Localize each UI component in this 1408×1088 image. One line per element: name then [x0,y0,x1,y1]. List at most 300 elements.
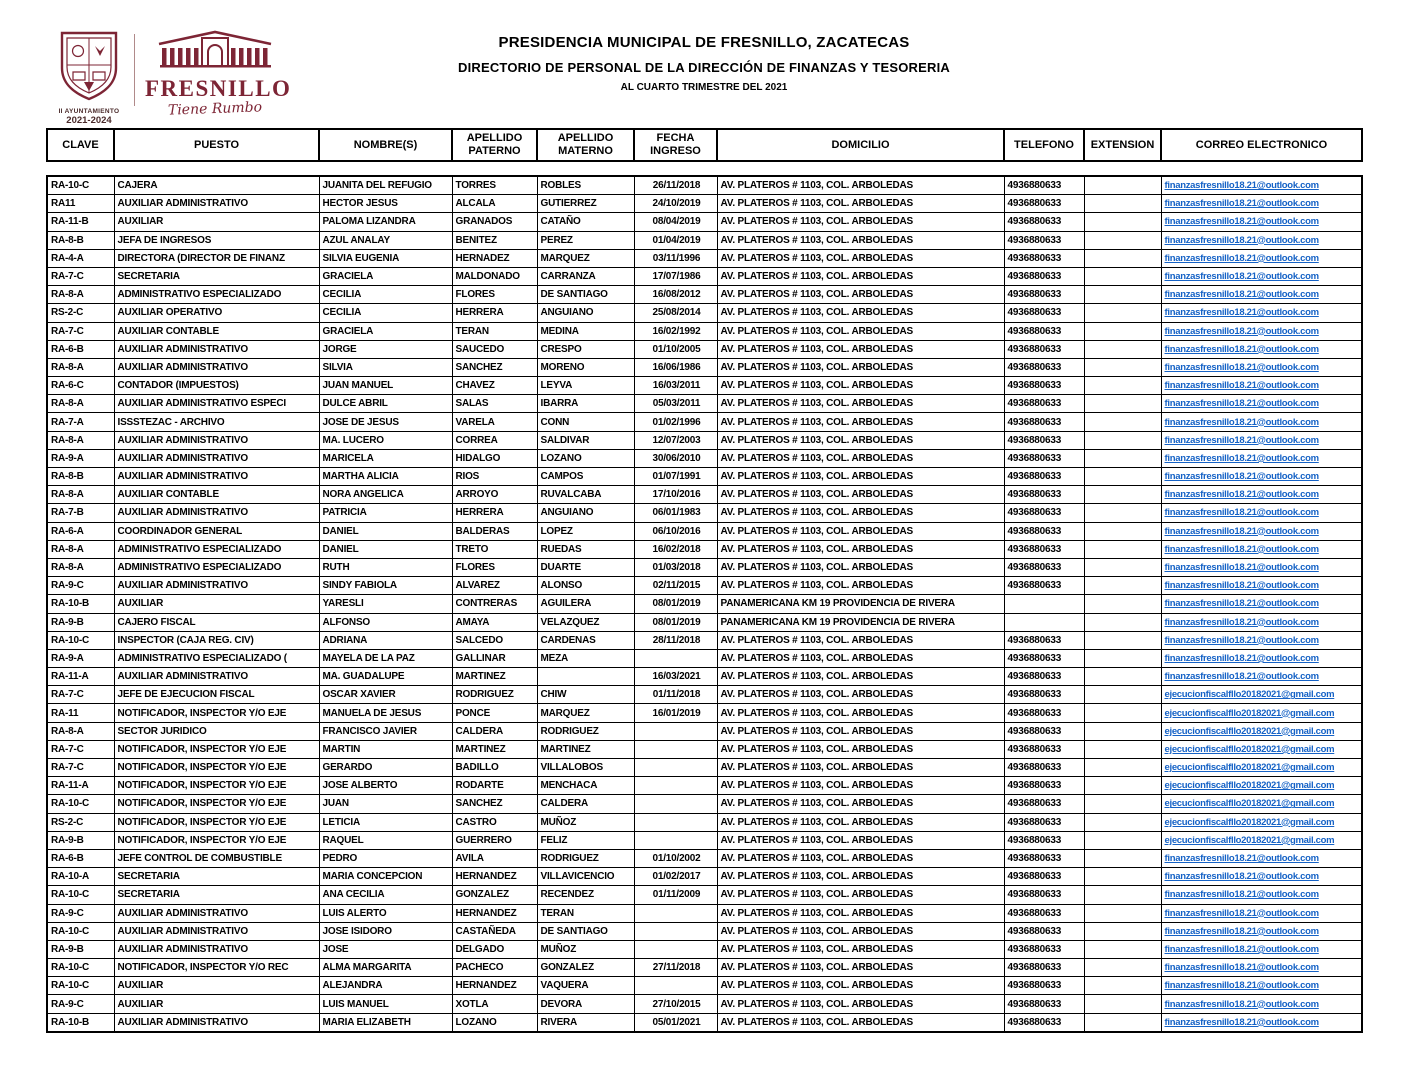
cell-fecha: 16/01/2019 [634,704,717,722]
cell-materno: CONN [537,413,634,431]
cell-materno: MENCHACA [537,777,634,795]
cell-paterno: PONCE [452,704,537,722]
cell-nombre: NORA ANGELICA [319,486,452,504]
table-row [47,595,1362,613]
table-row [47,249,1362,267]
cell-extension [1084,886,1161,904]
cell-puesto: AUXILIAR OPERATIVO [114,304,319,322]
column-header: APELLIDO PATERNO [452,129,537,161]
cell-clave: RA-9-B [47,940,114,958]
cell-fecha: 01/02/1996 [634,413,717,431]
email-link[interactable]: finanzasfresnillo18.21@outlook.com [1164,980,1319,992]
page-period: AL CUARTO TRIMESTRE DEL 2021 [620,82,788,93]
cell-clave: RA-8-A [47,558,114,576]
cell-fecha: 01/02/2017 [634,868,717,886]
cell-domicilio: AV. PLATEROS # 1103, COL. ARBOLEDAS [717,213,1004,231]
cell-puesto: JEFE DE EJECUCION FISCAL [114,686,319,704]
cell-nombre: RAQUEL [319,831,452,849]
email-link[interactable]: finanzasfresnillo18.21@outlook.com [1164,180,1319,192]
cell-materno: DEVORA [537,995,634,1013]
cell-materno: MARQUEZ [537,704,634,722]
cell-domicilio: AV. PLATEROS # 1103, COL. ARBOLEDAS [717,558,1004,576]
email-link[interactable]: finanzasfresnillo18.21@outlook.com [1164,271,1319,283]
cell-paterno: LOZANO [452,1013,537,1032]
cell-domicilio: AV. PLATEROS # 1103, COL. ARBOLEDAS [717,340,1004,358]
email-link[interactable]: finanzasfresnillo18.21@outlook.com [1164,452,1319,464]
email-link[interactable]: finanzasfresnillo18.21@outlook.com [1164,634,1319,646]
table-row [47,195,1362,213]
cell-nombre: SINDY FABIOLA [319,577,452,595]
cell-paterno: HERRERA [452,304,537,322]
cell-materno: RODRIGUEZ [537,722,634,740]
cell-extension [1084,868,1161,886]
table-row [47,413,1362,431]
cell-nombre: MA. LUCERO [319,431,452,449]
cell-fecha [634,777,717,795]
email-link[interactable]: finanzasfresnillo18.21@outlook.com [1164,361,1319,373]
cell-correo [1161,522,1362,540]
email-link[interactable]: finanzasfresnillo18.21@outlook.com [1164,943,1319,955]
table-row [47,977,1362,995]
email-link[interactable]: finanzasfresnillo18.21@outlook.com [1164,853,1319,865]
table-row [47,722,1362,740]
cell-nombre: CECILIA [319,304,452,322]
cell-fecha: 01/04/2019 [634,231,717,249]
cell-paterno: HERNANDEZ [452,977,537,995]
cell-correo [1161,504,1362,522]
table-row [47,176,1362,195]
cell-paterno: TERAN [452,322,537,340]
cell-paterno: GRANADOS [452,213,537,231]
email-link[interactable]: finanzasfresnillo18.21@outlook.com [1164,471,1319,483]
cell-correo [1161,358,1362,376]
cell-telefono: 4936880633 [1004,577,1084,595]
cell-extension [1084,558,1161,576]
cell-clave: RA-10-C [47,176,114,195]
cell-puesto: DIRECTORA (DIRECTOR DE FINANZ [114,249,319,267]
cell-extension [1084,231,1161,249]
table-row [47,340,1362,358]
cell-domicilio: AV. PLATEROS # 1103, COL. ARBOLEDAS [717,286,1004,304]
cell-extension [1084,286,1161,304]
cell-nombre: JOSE [319,940,452,958]
cell-paterno: GALLINAR [452,649,537,667]
email-link[interactable]: finanzasfresnillo18.21@outlook.com [1164,234,1319,246]
email-link[interactable]: finanzasfresnillo18.21@outlook.com [1164,380,1319,392]
cell-domicilio: AV. PLATEROS # 1103, COL. ARBOLEDAS [717,377,1004,395]
cell-puesto: NOTIFICADOR, INSPECTOR Y/O EJE [114,759,319,777]
cell-nombre: CECILIA [319,286,452,304]
cell-domicilio: AV. PLATEROS # 1103, COL. ARBOLEDAS [717,922,1004,940]
email-link[interactable]: finanzasfresnillo18.21@outlook.com [1164,598,1319,610]
cell-puesto: NOTIFICADOR, INSPECTOR Y/O EJE [114,813,319,831]
directory-table [46,128,1361,1033]
cell-nombre: MARTHA ALICIA [319,468,452,486]
cell-telefono: 4936880633 [1004,959,1084,977]
cell-clave: RA-8-A [47,540,114,558]
cell-puesto: AUXILIAR ADMINISTRATIVO [114,340,319,358]
cell-puesto: AUXILIAR ADMINISTRATIVO [114,940,319,958]
cell-puesto: SECRETARIA [114,886,319,904]
cell-nombre: MA. GUADALUPE [319,668,452,686]
cell-extension [1084,740,1161,758]
cell-materno: ANGUIANO [537,504,634,522]
cell-domicilio: AV. PLATEROS # 1103, COL. ARBOLEDAS [717,631,1004,649]
cell-domicilio: AV. PLATEROS # 1103, COL. ARBOLEDAS [717,722,1004,740]
cell-telefono: 4936880633 [1004,213,1084,231]
cell-paterno: PACHECO [452,959,537,977]
cell-paterno: ALVAREZ [452,577,537,595]
cell-domicilio: AV. PLATEROS # 1103, COL. ARBOLEDAS [717,358,1004,376]
cell-fecha: 05/01/2021 [634,1013,717,1032]
cell-telefono: 4936880633 [1004,358,1084,376]
cell-puesto: AUXILIAR ADMINISTRATIVO [114,904,319,922]
cell-clave: RA-9-B [47,831,114,849]
cell-nombre: ADRIANA [319,631,452,649]
cell-fecha: 08/01/2019 [634,595,717,613]
cell-materno: CRESPO [537,340,634,358]
table-row [47,504,1362,522]
cell-paterno: GONZALEZ [452,886,537,904]
cell-clave: RA-9-C [47,577,114,595]
cell-paterno: MARTINEZ [452,740,537,758]
cell-nombre: MAYELA DE LA PAZ [319,649,452,667]
email-link[interactable]: ejecucionfiscalfllo20182021@gmail.com [1164,725,1335,737]
email-link[interactable]: finanzasfresnillo18.21@outlook.com [1164,307,1319,319]
page-subtitle: DIRECTORIO DE PERSONAL DE LA DIRECCIÓN DE FINANZAS Y TESORERIA [457,60,950,75]
document-titles [0,34,1408,93]
cell-correo [1161,322,1362,340]
cell-telefono: 4936880633 [1004,322,1084,340]
cell-puesto: AUXILIAR ADMINISTRATIVO [114,431,319,449]
cell-clave: RA-9-C [47,995,114,1013]
cell-extension [1084,595,1161,613]
cell-puesto: AUXILIAR ADMINISTRATIVO [114,504,319,522]
email-link[interactable]: finanzasfresnillo18.21@outlook.com [1164,871,1319,883]
table-row [47,449,1362,467]
email-link[interactable]: finanzasfresnillo18.21@outlook.com [1164,616,1319,628]
cell-paterno: DELGADO [452,940,537,958]
cell-clave: RA-10-B [47,595,114,613]
table-row [47,322,1362,340]
table-row [47,431,1362,449]
cell-extension [1084,759,1161,777]
cell-nombre: GERARDO [319,759,452,777]
cell-fecha: 01/11/2009 [634,886,717,904]
cell-paterno: CHAVEZ [452,377,537,395]
cell-domicilio: AV. PLATEROS # 1103, COL. ARBOLEDAS [717,959,1004,977]
cell-paterno: ARROYO [452,486,537,504]
email-link[interactable]: finanzasfresnillo18.21@outlook.com [1164,525,1319,537]
cell-puesto: AUXILIAR ADMINISTRATIVO ESPECI [114,395,319,413]
email-link[interactable]: ejecucionfiscalfllo20182021@gmail.com [1164,798,1335,810]
table-row [47,577,1362,595]
cell-fecha: 28/11/2018 [634,631,717,649]
cell-correo [1161,340,1362,358]
cell-extension [1084,668,1161,686]
cell-nombre: LETICIA [319,813,452,831]
cell-puesto: AUXILIAR ADMINISTRATIVO [114,195,319,213]
cell-correo [1161,431,1362,449]
cell-telefono: 4936880633 [1004,522,1084,540]
cell-fecha: 27/10/2015 [634,995,717,1013]
cell-clave: RA-11-B [47,213,114,231]
table-body [46,175,1363,1033]
cell-extension [1084,977,1161,995]
cell-correo [1161,231,1362,249]
cell-materno: CARDENAS [537,631,634,649]
cell-paterno: MALDONADO [452,267,537,285]
cell-nombre: DULCE ABRIL [319,395,452,413]
cell-telefono: 4936880633 [1004,486,1084,504]
cell-clave: RA-10-C [47,977,114,995]
column-header: TELEFONO [1004,129,1084,161]
table-row [47,777,1362,795]
cell-clave: RA-8-A [47,286,114,304]
cell-clave: RA-7-C [47,322,114,340]
cell-extension [1084,249,1161,267]
column-header: PUESTO [114,129,319,161]
cell-correo [1161,668,1362,686]
cell-paterno: SALCEDO [452,631,537,649]
cell-correo [1161,449,1362,467]
email-link[interactable]: finanzasfresnillo18.21@outlook.com [1164,489,1319,501]
cell-extension [1084,431,1161,449]
cell-correo [1161,267,1362,285]
cell-telefono: 4936880633 [1004,249,1084,267]
cell-clave: RA-11-A [47,668,114,686]
cell-clave: RA11 [47,195,114,213]
cell-paterno: TRETO [452,540,537,558]
cell-domicilio: AV. PLATEROS # 1103, COL. ARBOLEDAS [717,395,1004,413]
cell-domicilio: AV. PLATEROS # 1103, COL. ARBOLEDAS [717,686,1004,704]
cell-puesto: NOTIFICADOR, INSPECTOR Y/O EJE [114,795,319,813]
brand-name: FRESNILLO [145,76,292,101]
cell-domicilio: AV. PLATEROS # 1103, COL. ARBOLEDAS [717,540,1004,558]
cell-extension [1084,631,1161,649]
cell-extension [1084,195,1161,213]
cell-telefono: 4936880633 [1004,267,1084,285]
email-link[interactable]: finanzasfresnillo18.21@outlook.com [1164,1016,1319,1028]
email-link[interactable]: finanzasfresnillo18.21@outlook.com [1164,889,1319,901]
cell-fecha: 16/03/2021 [634,668,717,686]
cell-nombre: MARICELA [319,449,452,467]
email-link[interactable]: ejecucionfiscalfllo20182021@gmail.com [1164,780,1335,792]
cell-puesto: AUXILIAR ADMINISTRATIVO [114,449,319,467]
table-row [47,704,1362,722]
email-link[interactable]: ejecucionfiscalfllo20182021@gmail.com [1164,689,1335,701]
email-link[interactable]: finanzasfresnillo18.21@outlook.com [1164,652,1319,664]
cell-domicilio: AV. PLATEROS # 1103, COL. ARBOLEDAS [717,431,1004,449]
email-link[interactable]: finanzasfresnillo18.21@outlook.com [1164,998,1319,1010]
cell-extension [1084,849,1161,867]
cell-clave: RA-6-B [47,340,114,358]
email-link[interactable]: finanzasfresnillo18.21@outlook.com [1164,198,1319,210]
cell-domicilio: AV. PLATEROS # 1103, COL. ARBOLEDAS [717,468,1004,486]
cell-clave: RA-10-C [47,631,114,649]
cell-extension [1084,522,1161,540]
cell-clave: RA-7-C [47,686,114,704]
cell-telefono: 4936880633 [1004,849,1084,867]
cell-extension [1084,813,1161,831]
cell-correo [1161,613,1362,631]
cell-paterno: BALDERAS [452,522,537,540]
cell-correo [1161,959,1362,977]
email-link[interactable]: finanzasfresnillo18.21@outlook.com [1164,398,1319,410]
ayuntamiento-years: 2021-2024 [66,115,112,126]
cell-telefono: 4936880633 [1004,304,1084,322]
table-row [47,813,1362,831]
cell-materno: RUEDAS [537,540,634,558]
cell-domicilio: AV. PLATEROS # 1103, COL. ARBOLEDAS [717,486,1004,504]
email-link[interactable]: finanzasfresnillo18.21@outlook.com [1164,343,1319,355]
email-link[interactable]: ejecucionfiscalfllo20182021@gmail.com [1164,707,1335,719]
cell-clave: RA-4-A [47,249,114,267]
cell-telefono: 4936880633 [1004,1013,1084,1032]
cell-materno: ALONSO [537,577,634,595]
cell-clave: RA-6-C [47,377,114,395]
cell-clave: RS-2-C [47,304,114,322]
table-header [46,128,1363,162]
cell-materno: MARQUEZ [537,249,634,267]
cell-paterno: FLORES [452,286,537,304]
table-row [47,540,1362,558]
cell-puesto: AUXILIAR [114,977,319,995]
cell-correo [1161,395,1362,413]
column-header: FECHA INGRESO [634,129,717,161]
cell-nombre: PEDRO [319,849,452,867]
cell-materno: MORENO [537,358,634,376]
cell-correo [1161,249,1362,267]
cell-telefono: 4936880633 [1004,995,1084,1013]
column-header: DOMICILIO [717,129,1004,161]
cell-clave: RA-10-C [47,922,114,940]
cell-correo [1161,540,1362,558]
cell-extension [1084,322,1161,340]
cell-nombre: ANA CECILIA [319,886,452,904]
email-link[interactable]: finanzasfresnillo18.21@outlook.com [1164,289,1319,301]
cell-materno [537,668,634,686]
cell-clave: RA-8-A [47,722,114,740]
table-row [47,395,1362,413]
cell-paterno: AVILA [452,849,537,867]
cell-paterno: CALDERA [452,722,537,740]
email-link[interactable]: finanzasfresnillo18.21@outlook.com [1164,907,1319,919]
cell-telefono: 4936880633 [1004,413,1084,431]
cell-extension [1084,959,1161,977]
cell-extension [1084,577,1161,595]
email-link[interactable]: finanzasfresnillo18.21@outlook.com [1164,216,1319,228]
cell-extension [1084,449,1161,467]
email-link[interactable]: finanzasfresnillo18.21@outlook.com [1164,562,1319,574]
cell-correo [1161,995,1362,1013]
cell-materno: VAQUERA [537,977,634,995]
cell-domicilio: AV. PLATEROS # 1103, COL. ARBOLEDAS [717,740,1004,758]
cell-telefono: 4936880633 [1004,777,1084,795]
email-link[interactable]: finanzasfresnillo18.21@outlook.com [1164,962,1319,974]
email-link[interactable]: finanzasfresnillo18.21@outlook.com [1164,507,1319,519]
cell-nombre: JOSE ALBERTO [319,777,452,795]
table-row [47,486,1362,504]
cell-correo [1161,886,1362,904]
cell-puesto: AUXILIAR ADMINISTRATIVO [114,922,319,940]
table-row [47,740,1362,758]
cell-puesto: SECRETARIA [114,868,319,886]
cell-correo [1161,413,1362,431]
cell-puesto: AUXILIAR ADMINISTRATIVO [114,468,319,486]
cell-puesto: NOTIFICADOR, INSPECTOR Y/O REC [114,959,319,977]
email-link[interactable]: finanzasfresnillo18.21@outlook.com [1164,925,1319,937]
cell-fecha: 01/10/2005 [634,340,717,358]
cell-fecha [634,831,717,849]
email-link[interactable]: finanzasfresnillo18.21@outlook.com [1164,325,1319,337]
cell-telefono [1004,595,1084,613]
column-header: CORREO ELECTRONICO [1161,129,1362,161]
cell-puesto: ADMINISTRATIVO ESPECIALIZADO [114,558,319,576]
email-link[interactable]: ejecucionfiscalfllo20182021@gmail.com [1164,834,1335,846]
cell-puesto: AUXILIAR [114,213,319,231]
email-link[interactable]: ejecucionfiscalfllo20182021@gmail.com [1164,762,1335,774]
cell-domicilio: AV. PLATEROS # 1103, COL. ARBOLEDAS [717,504,1004,522]
email-link[interactable]: finanzasfresnillo18.21@outlook.com [1164,543,1319,555]
cell-nombre: JUAN MANUEL [319,377,452,395]
email-link[interactable]: finanzasfresnillo18.21@outlook.com [1164,416,1319,428]
cell-telefono: 4936880633 [1004,922,1084,940]
cell-fecha [634,649,717,667]
cell-clave: RA-8-B [47,231,114,249]
cell-telefono: 4936880633 [1004,940,1084,958]
cell-nombre: SILVIA EUGENIA [319,249,452,267]
email-link[interactable]: ejecucionfiscalfllo20182021@gmail.com [1164,743,1335,755]
email-link[interactable]: finanzasfresnillo18.21@outlook.com [1164,671,1319,683]
cell-fecha: 16/02/2018 [634,540,717,558]
cell-correo [1161,649,1362,667]
cell-nombre: ALEJANDRA [319,977,452,995]
cell-fecha [634,759,717,777]
cell-paterno: HIDALGO [452,449,537,467]
cell-puesto: COORDINADOR GENERAL [114,522,319,540]
cell-correo [1161,176,1362,195]
cell-extension [1084,995,1161,1013]
cell-fecha: 27/11/2018 [634,959,717,977]
cell-domicilio: AV. PLATEROS # 1103, COL. ARBOLEDAS [717,704,1004,722]
cell-correo [1161,940,1362,958]
cell-correo [1161,195,1362,213]
cell-materno: PEREZ [537,231,634,249]
cell-materno: LOZANO [537,449,634,467]
cell-nombre: YARESLI [319,595,452,613]
email-link[interactable]: finanzasfresnillo18.21@outlook.com [1164,252,1319,264]
table-row [47,358,1362,376]
cell-paterno: BADILLO [452,759,537,777]
cell-nombre: LUIS ALERTO [319,904,452,922]
cell-domicilio: PANAMERICANA KM 19 PROVIDENCIA DE RIVERA [717,595,1004,613]
cell-telefono: 4936880633 [1004,704,1084,722]
email-link[interactable]: ejecucionfiscalfllo20182021@gmail.com [1164,816,1335,828]
cell-extension [1084,213,1161,231]
cell-telefono: 4936880633 [1004,540,1084,558]
email-link[interactable]: finanzasfresnillo18.21@outlook.com [1164,580,1319,592]
cell-correo [1161,722,1362,740]
cell-puesto: SECRETARIA [114,267,319,285]
cell-extension [1084,468,1161,486]
cell-paterno: HERNANDEZ [452,868,537,886]
cell-telefono: 4936880633 [1004,759,1084,777]
email-link[interactable]: finanzasfresnillo18.21@outlook.com [1164,434,1319,446]
cell-paterno: GUERRERO [452,831,537,849]
cell-clave: RA-8-A [47,431,114,449]
cell-fecha [634,977,717,995]
